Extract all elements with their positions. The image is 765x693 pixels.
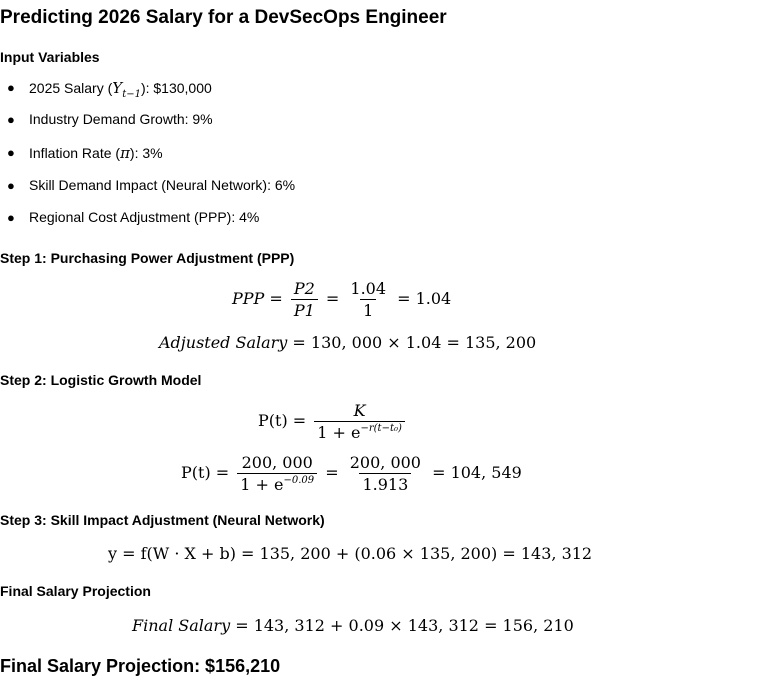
ppp-fraction-2: $\frac{1.04}{1}$ bbox=[350, 279, 387, 320]
step2-heading: Step 2: Logistic Growth Model bbox=[0, 372, 202, 388]
input-item-demand-growth: ● Industry Demand Growth: 9% bbox=[7, 111, 213, 127]
bullet-icon: ● bbox=[7, 178, 15, 193]
ppp-equation: PPP = $\frac{P2}{P1}$ = $\frac{1.04}{1}$ = 1.04 bbox=[232, 279, 452, 320]
input-item-salary: ● 2025 Salary $(Y_{t-1})$: $130,000 bbox=[7, 79, 212, 100]
bullet-icon: ● bbox=[7, 112, 15, 127]
bullet-icon: ● bbox=[7, 210, 15, 225]
logistic-result-equation: P(t) = $\frac{200, 000}{1 + e^{-0.09}}$ = $\frac{200, 000}{1.913}$ = 104, 549 bbox=[181, 453, 522, 494]
input-item-skill-demand: ● Skill Demand Impact (Neural Network): 6% bbox=[7, 177, 296, 193]
adjusted-salary-equation: Adjusted Salary = 130, 000 × 1.04 = 135, 200 bbox=[159, 333, 537, 352]
inputs-heading: Input Variables bbox=[0, 49, 100, 65]
projection-heading: Final Salary Projection bbox=[0, 583, 151, 599]
salary-symbol: $Y_{t-1}$ bbox=[112, 79, 141, 100]
ppp-fraction-1: $\frac{P2}{P1}$ bbox=[291, 279, 318, 320]
neural-network-equation: y = f(W · X + b) = 135, 200 + (0.06 × 135, 200) = 143, 312 bbox=[108, 544, 593, 563]
input-item-inflation: ● Inflation Rate (π): 3% bbox=[7, 144, 163, 162]
final-salary-result: Final Salary Projection: $156,210 bbox=[0, 656, 281, 676]
step3-heading: Step 3: Skill Impact Adjustment (Neural Network) bbox=[0, 512, 325, 528]
input-item-regional-cost: ● Regional Cost Adjustment (PPP): 4% bbox=[7, 209, 260, 225]
logistic-fraction: $\frac{K}{1 + e^{-r(t-t_0)}}$ bbox=[314, 401, 405, 442]
inflation-symbol: π bbox=[120, 144, 130, 162]
logistic-equation: P(t) = $\frac{K}{1 + e^{-r(t-t_0)}}$ bbox=[258, 401, 408, 442]
final-salary-equation: Final Salary = 143, 312 + 0.09 × 143, 312 = 156, 210 bbox=[132, 616, 574, 635]
logistic-result-fraction-2: $\frac{200, 000}{1.913}$ bbox=[349, 453, 421, 494]
bullet-icon: ● bbox=[7, 80, 15, 95]
page-title: Predicting 2026 Salary for a DevSecOps Engineer bbox=[0, 7, 447, 28]
logistic-result-fraction-1: $\frac{200, 000}{1 + e^{-0.09}}$ bbox=[237, 453, 317, 494]
step1-heading: Step 1: Purchasing Power Adjustment (PPP) bbox=[0, 250, 295, 266]
bullet-icon: ● bbox=[7, 145, 15, 160]
